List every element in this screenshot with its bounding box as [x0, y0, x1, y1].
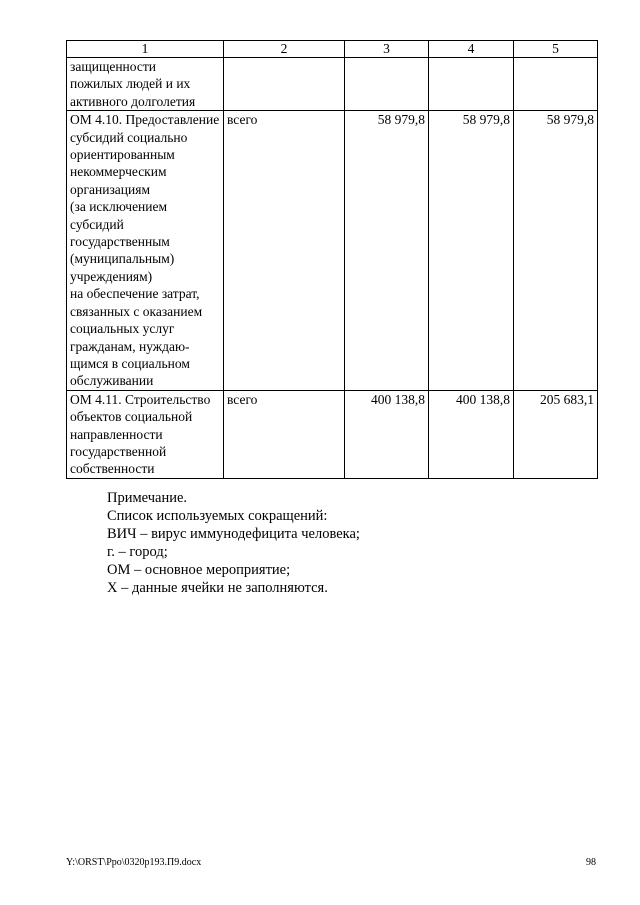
- column-header-2: 2: [224, 41, 345, 58]
- row-3-value-5: 205 683,1: [514, 390, 598, 478]
- table-row: [67, 58, 598, 111]
- cell-line: щимся в социальном: [70, 355, 190, 371]
- table-row: [67, 111, 598, 391]
- row-2-name-cell: [67, 111, 224, 391]
- cell-line: защищенности: [70, 59, 156, 74]
- table-row: [67, 390, 598, 478]
- cell-line: на обеспечение затрат,: [70, 286, 200, 302]
- abbreviation-item: ОМ – основное мероприятие;: [107, 562, 291, 578]
- row-3-type-cell: всего: [224, 390, 345, 478]
- column-header-1: 1: [67, 41, 224, 58]
- row-3-value-4: 400 138,8: [429, 390, 514, 478]
- row-1-type-cell: [224, 58, 345, 111]
- column-header-3: 3: [345, 41, 429, 58]
- cell-line: (муниципальным): [70, 251, 175, 267]
- cell-line: субсидий социально: [70, 129, 188, 145]
- row-2-value-5: 58 979,8: [514, 111, 598, 391]
- budget-table: [66, 40, 598, 479]
- abbreviation-item: г. – город;: [107, 544, 168, 560]
- cell-line: некоммерческим: [70, 164, 167, 180]
- notes-section: [107, 489, 360, 597]
- cell-line: ОМ 4.11. Строительство: [70, 391, 211, 407]
- header-row: [67, 41, 598, 58]
- cell-line: собственности: [70, 461, 155, 477]
- footer-file-path: Y:\ORST\Ppo\0320p193.П9.docx: [66, 857, 202, 868]
- row-3-value-3: 400 138,8: [345, 390, 429, 478]
- row-1-name-cell: [67, 58, 224, 111]
- column-header-5: 5: [514, 41, 598, 58]
- row-1-value-4: [429, 58, 514, 111]
- cell-line: пожилых людей и их: [70, 76, 191, 92]
- cell-line: учреждениям): [70, 268, 153, 284]
- abbreviation-item: X – данные ячейки не заполняются.: [107, 580, 328, 596]
- cell-line: обслуживании: [70, 373, 154, 389]
- cell-line: ОМ 4.10. Предоставление: [70, 112, 220, 128]
- row-2-value-4: 58 979,8: [429, 111, 514, 391]
- row-2-value-3: 58 979,8: [345, 111, 429, 391]
- notes-heading: Примечание.: [107, 490, 188, 506]
- cell-line: направленности: [70, 426, 163, 442]
- cell-line: объектов социальной: [70, 409, 193, 425]
- page-number: 98: [586, 857, 596, 868]
- cell-line: связанных с оказанием: [70, 303, 203, 319]
- row-1-value-5: [514, 58, 598, 111]
- cell-line: государственной: [70, 443, 167, 459]
- cell-line: ориентированным: [70, 147, 175, 163]
- column-header-4: 4: [429, 41, 514, 58]
- row-3-name-cell: [67, 390, 224, 478]
- cell-line: социальных услуг: [70, 321, 175, 337]
- abbreviation-item: ВИЧ – вирус иммунодефицита человека;: [107, 526, 360, 542]
- row-1-value-3: [345, 58, 429, 111]
- cell-line: (за исключением: [70, 199, 168, 215]
- cell-line: организациям: [70, 181, 151, 197]
- cell-line: активного долголетия: [70, 93, 196, 109]
- cell-line: гражданам, нуждаю-: [70, 338, 190, 354]
- row-2-type-cell: всего: [224, 111, 345, 391]
- cell-line: субсидий: [70, 216, 124, 232]
- abbreviations-title: Список используемых сокращений:: [107, 508, 328, 524]
- cell-line: государственным: [70, 234, 170, 250]
